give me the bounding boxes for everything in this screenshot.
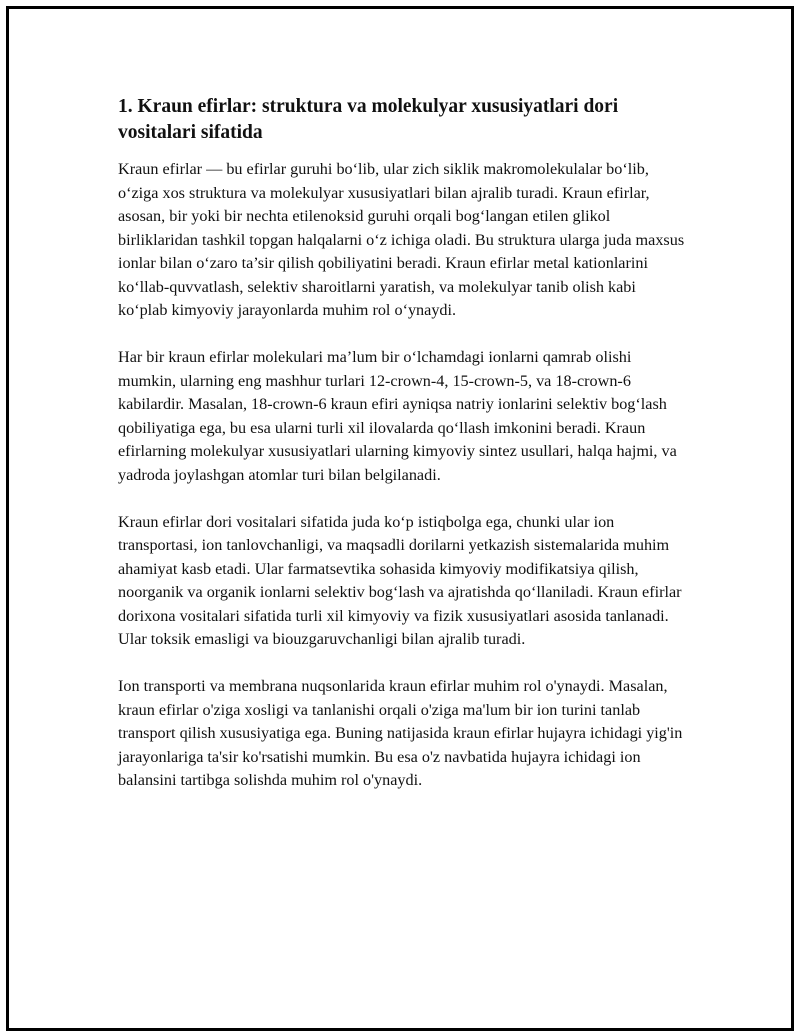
paragraph-3: Kraun efirlar dori vositalari sifatida juda ko‘p istiqbolga ega, chunki ular ion transportasi, ion tanlovchanligi, va maqsadli dorilarni yetkazish sistemalarida muhim ahamiyat kasb etadi. Ular farmatsevtika sohasida kimyoviy modifikatsiya qilish, noorganik va organik ionlarni selektiv bog‘lash va ajratishda qo‘llaniladi. Kraun efirlar dorixona vositalari sifatida turli xil kimyoviy va fizik xususiyatlari asosida tanlanadi. Ular toksik emasligi va biouzgaruvchanligi bilan ajralib turadi. [118, 512, 682, 648]
paragraph-2: Har bir kraun efirlar molekulari ma’lum bir o‘lchamdagi ionlarni qamrab olishi mumkin, ularning eng mashhur turlari 12-crown-4, 15-crown-5, va 18-crown-6 kabilardir. Masalan, 18-crown-6 kraun efiri ayniqsa natriy ionlarini selektiv bog‘lash qobiliyatiga ega, bu esa ularni turli xil ilovalarda qo‘llash imkonini beradi. Kraun efirlarning molekulyar xususiyatlari ularning kimyoviy sintez usullari, halqa hajmi, va yadroda joylashgan atomlar turi bilan belgilanadi. [118, 348, 677, 484]
paragraph-4: Ion transporti va membrana nuqsonlarida kraun efirlar muhim rol o'ynaydi. Masalan, kraun efirlar o'ziga xosligi va tanlanishi orqali o'ziga ma'lum bir ion turini tanlab transport qilish xususiyatiga ega. Buning natijasida kraun efirlar hujayra ichidagi yig'in jarayonlariga ta'sir ko'rsatishi mumkin. Bu esa o'z navbatida hujayra ichidagi ion balansini tartibga solishda muhim rol o'ynaydi. [118, 677, 683, 789]
paragraph-1: Kraun efirlar — bu efirlar guruhi bo‘lib, ular zich siklik makromolekulalar bo‘lib, o‘ziga xos struktura va molekulyar xususiyatlari bilan ajralib turadi. Kraun efirlar, asosan, bir yoki bir nechta etilenoksid guruhi orqali bog‘langan etilen glikol birliklaridan tashkil topgan halqalarni o‘z ichiga oladi. Bu struktura ularga juda maxsus ionlar bilan o‘zaro ta’sir qilish qobiliyatini beradi. Kraun efirlar metal kationlarini ko‘llab-quvvatlash, selektiv sharoitlarni yaratish, va molekulyar tanib olish kabi ko‘plab kimyoviy jarayonlarda muhim rol o‘ynaydi. [118, 160, 685, 319]
section-title: 1. Kraun efirlar: struktura va molekulyar xususiyatlari dori vositalari sifatida [118, 96, 619, 143]
document-body [118, 94, 688, 816]
